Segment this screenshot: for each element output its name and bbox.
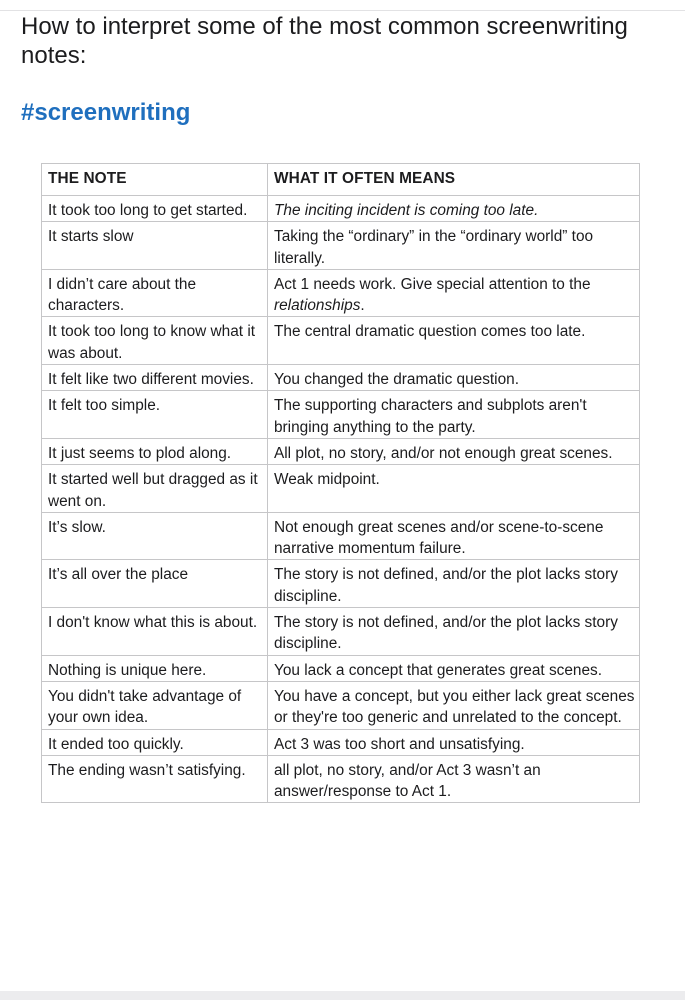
note-cell: Nothing is unique here.: [42, 655, 268, 681]
column-header-meaning: WHAT IT OFTEN MEANS: [268, 164, 640, 196]
table-row: [42, 560, 640, 608]
meaning-cell: The story is not defined, and/or the plot lacks story discipline.: [268, 560, 640, 608]
note-cell: It started well but dragged as it went on.: [42, 465, 268, 513]
note-cell: It just seems to plod along.: [42, 438, 268, 464]
meaning-cell: You have a concept, but you either lack great scenes or they're too generic and unrelated to the concept.: [268, 681, 640, 729]
note-cell: I don't know what this is about.: [42, 608, 268, 656]
meaning-cell: The inciting incident is coming too late.: [268, 196, 640, 222]
meaning-cell: You lack a concept that generates great scenes.: [268, 655, 640, 681]
meaning-cell: [268, 269, 640, 317]
table-row: [42, 512, 640, 560]
post-title: How to interpret some of the most common screenwriting notes:: [21, 13, 628, 69]
table-row: [42, 681, 640, 729]
meaning-cell: Weak midpoint.: [268, 465, 640, 513]
note-cell: The ending wasn’t satisfying.: [42, 755, 268, 803]
table-row: [42, 317, 640, 365]
meaning-cell: Taking the “ordinary” in the “ordinary world” too literally.: [268, 222, 640, 270]
table-row: [42, 608, 640, 656]
meaning-cell: Not enough great scenes and/or scene-to-scene narrative momentum failure.: [268, 512, 640, 560]
meaning-text-end: .: [360, 297, 365, 315]
note-cell: It’s all over the place: [42, 560, 268, 608]
bottom-bar: [0, 991, 685, 1000]
meaning-cell: The central dramatic question comes too late.: [268, 317, 640, 365]
meaning-cell: All plot, no story, and/or not enough great scenes.: [268, 438, 640, 464]
note-cell: It’s slow.: [42, 512, 268, 560]
note-cell: It took too long to get started.: [42, 196, 268, 222]
meaning-cell: Act 3 was too short and unsatisfying.: [268, 729, 640, 755]
note-cell: It felt too simple.: [42, 391, 268, 439]
table-row: [42, 365, 640, 391]
table-row: [42, 729, 640, 755]
table-row: [42, 222, 640, 270]
top-divider: [0, 10, 685, 11]
hashtag-link[interactable]: #screenwriting: [21, 99, 191, 126]
meaning-cell: You changed the dramatic question.: [268, 365, 640, 391]
table-row: [42, 269, 640, 317]
meaning-cell: all plot, no story, and/or Act 3 wasn’t an answer/response to Act 1.: [268, 755, 640, 803]
meaning-emphasis: relationships: [274, 297, 361, 315]
table-row: [42, 438, 640, 464]
table-row: [42, 196, 640, 222]
note-cell: It felt like two different movies.: [42, 365, 268, 391]
table-row: [42, 755, 640, 803]
note-cell: I didn’t care about the characters.: [42, 269, 268, 317]
table-header-row: [42, 164, 640, 196]
table-row: [42, 391, 640, 439]
note-cell: You didn't take advantage of your own idea.: [42, 681, 268, 729]
note-cell: It ended too quickly.: [42, 729, 268, 755]
table-row: [42, 655, 640, 681]
note-cell: It starts slow: [42, 222, 268, 270]
notes-table: [41, 163, 640, 803]
table-row: [42, 465, 640, 513]
meaning-cell: The supporting characters and subplots aren't bringing anything to the party.: [268, 391, 640, 439]
meaning-text: Act 1 needs work. Give special attention to the: [274, 275, 591, 293]
note-cell: It took too long to know what it was about.: [42, 317, 268, 365]
meaning-cell: The story is not defined, and/or the plot lacks story discipline.: [268, 608, 640, 656]
column-header-note: THE NOTE: [42, 164, 268, 196]
